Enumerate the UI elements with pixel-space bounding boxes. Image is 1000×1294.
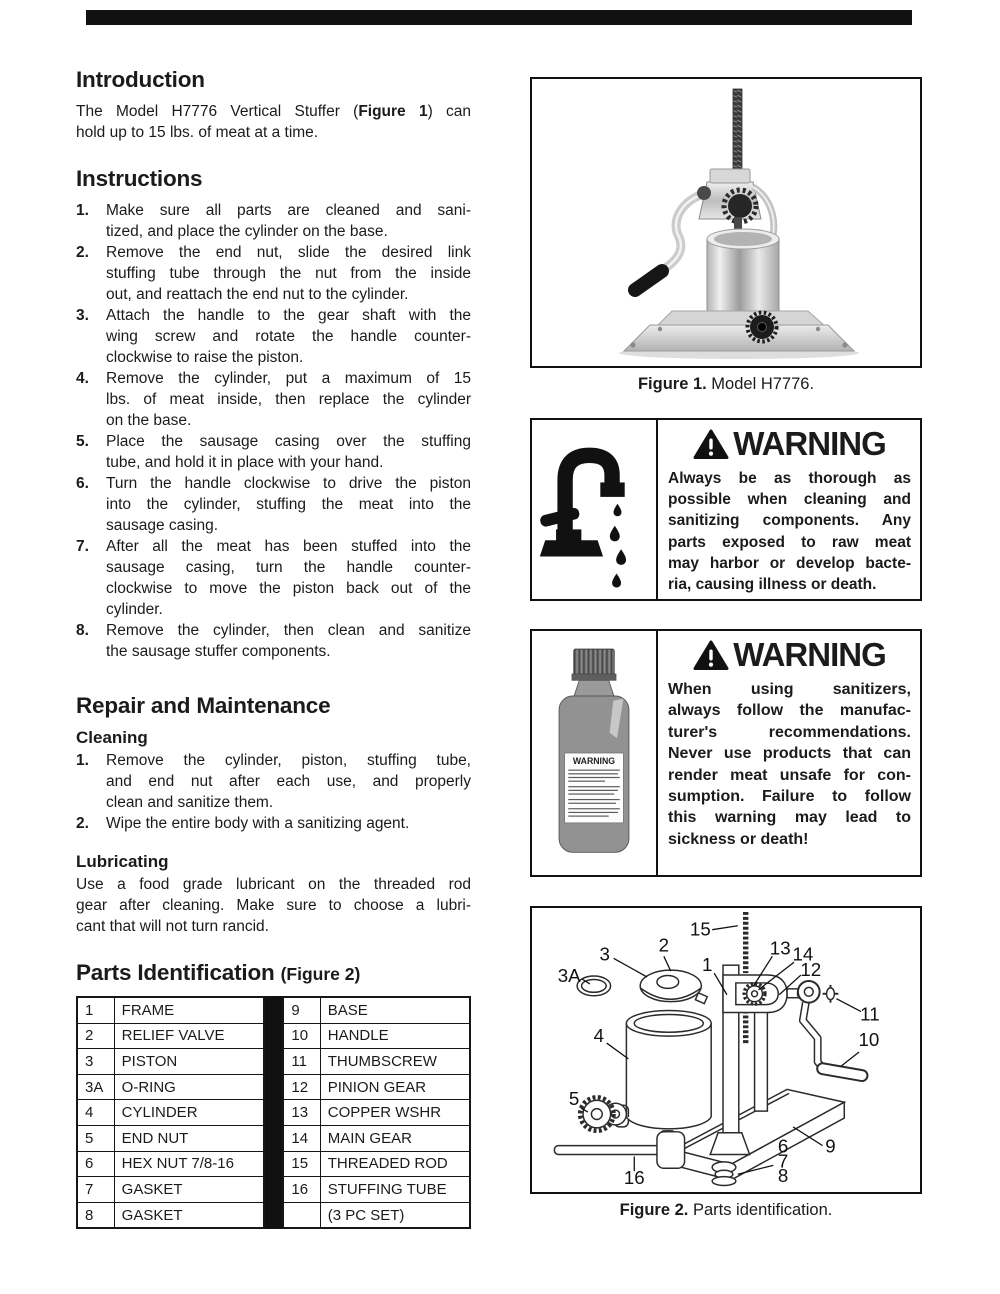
part-number: 1 xyxy=(77,997,114,1023)
warning-box-sanitizer xyxy=(530,629,922,877)
part-number: 12 xyxy=(283,1074,320,1100)
text-line: Place the sausage casing over the stuffing xyxy=(106,433,471,450)
text-line: into the cylinder, stuffing the meat into the xyxy=(106,496,471,513)
figure2-part-label: 10 xyxy=(858,1029,880,1051)
figure2-part-label: 1 xyxy=(702,954,713,976)
part-name: STUFFING TUBE xyxy=(320,1177,470,1203)
part-number: 4 xyxy=(77,1100,114,1126)
text-line: Attach the handle to the gear shaft with the xyxy=(106,307,471,324)
part-number: 9 xyxy=(283,997,320,1023)
text-line: may harbor or develop bacte- xyxy=(668,554,911,572)
label-leader-line xyxy=(664,956,671,971)
parts-row xyxy=(77,997,264,1023)
part-name: THREADED ROD xyxy=(320,1151,470,1177)
cleaning-list xyxy=(76,750,471,834)
stuffer-photo xyxy=(532,79,916,362)
text-line: After all the meat has been stuffed into the xyxy=(106,538,471,555)
figure1-caption: Figure 1. Model H7776. xyxy=(637,375,815,393)
figure2-caption: Figure 2. Parts identification. xyxy=(619,1201,833,1219)
text-line: Make sure all parts are cleaned and sani- xyxy=(106,202,471,219)
part-name: GASKET xyxy=(114,1177,263,1203)
list-item-number: 4. xyxy=(76,370,89,387)
parts-row xyxy=(283,1151,470,1177)
figure2-part-label: 8 xyxy=(777,1165,789,1187)
part-number: 6 xyxy=(77,1151,114,1177)
part-number: 8 xyxy=(77,1202,114,1228)
parts-row xyxy=(283,1074,470,1100)
text-line: clockwise to move the piston back out of the xyxy=(106,580,471,597)
list-item-number: 5. xyxy=(76,433,89,450)
part-number: 7 xyxy=(77,1177,114,1203)
part-name: GASKET xyxy=(114,1202,263,1228)
part-name: (3 PC SET) xyxy=(320,1202,470,1228)
parts-table-right xyxy=(282,996,471,1229)
part-name: HANDLE xyxy=(320,1023,470,1049)
text-line: lbs. of meat inside, then replace the cylinder xyxy=(106,391,471,408)
text-line: possible when cleaning and xyxy=(668,491,911,509)
parts-row xyxy=(283,1125,470,1151)
parts-row xyxy=(283,1177,470,1203)
part-number xyxy=(283,1202,320,1228)
text-line: ria, causing illness or death. xyxy=(668,576,877,594)
text-line: wing screw and rotate the handle counter- xyxy=(106,328,471,345)
label-leader-line xyxy=(614,958,648,977)
text-line: on the base. xyxy=(106,412,192,429)
text-line: hold up to 15 lbs. of meat at a time. xyxy=(76,124,319,141)
text-line: sickness or death! xyxy=(668,830,809,848)
text-line: sanitizing components. Any xyxy=(668,512,911,530)
text-line: Always be as thorough as xyxy=(668,470,911,487)
text-line: The Model H7776 Vertical Stuffer (Figure 1) can xyxy=(76,103,471,120)
intro-heading: Introduction xyxy=(76,67,205,92)
text-line: out, and reattach the end nut to the cylinder. xyxy=(106,286,409,303)
text-line: parts exposed to raw meat xyxy=(668,533,911,551)
figure2-part-label: 14 xyxy=(792,943,814,965)
intro-paragraph xyxy=(76,101,471,143)
figure2-part-label: 6 xyxy=(777,1135,789,1157)
part-number: 3A xyxy=(77,1074,114,1100)
figure2-part-label: 4 xyxy=(593,1025,604,1047)
text-line: tube, and hold it in place with your hand. xyxy=(106,454,384,471)
parts-row xyxy=(283,1100,470,1126)
warning-triangle-icon xyxy=(693,640,729,671)
figure2-part-label: 5 xyxy=(568,1088,580,1110)
part-number: 15 xyxy=(283,1151,320,1177)
text-line: this warning may lead to xyxy=(668,809,911,827)
text-line: render meat unsafe for con- xyxy=(668,766,911,784)
top-rule-bar xyxy=(86,10,912,25)
text-line: clean and sanitize them. xyxy=(106,794,274,811)
list-item-number: 3. xyxy=(76,307,89,324)
list-item xyxy=(76,620,471,662)
parts-heading-figure-ref: (Figure 2) xyxy=(280,964,361,984)
text-line: Remove the cylinder, put a maximum of 15 xyxy=(106,370,471,387)
text-line: the sausage stuffer components. xyxy=(106,643,331,660)
list-item xyxy=(76,431,471,473)
warning-triangle-icon xyxy=(693,429,729,460)
parts-table-divider xyxy=(265,996,283,1229)
list-item xyxy=(76,200,471,242)
figure2-part-label: 2 xyxy=(658,934,670,956)
list-item-number: 7. xyxy=(76,538,89,555)
lubricating-subheading: Lubricating xyxy=(76,852,169,871)
text-line: cylinder. xyxy=(106,601,163,618)
repair-heading: Repair and Maintenance xyxy=(76,693,331,718)
part-name: HEX NUT 7/8-16 xyxy=(114,1151,263,1177)
text-line: Turn the handle clockwise to drive the piston xyxy=(106,475,471,492)
label-leader-line xyxy=(836,999,861,1012)
parts-row xyxy=(283,1202,470,1228)
part-number: 10 xyxy=(283,1023,320,1049)
part-number: 13 xyxy=(283,1100,320,1126)
text-line: and end nut after each use, and properly xyxy=(106,773,471,790)
part-name: BASE xyxy=(320,997,470,1023)
svg-text:WARNING: WARNING xyxy=(572,756,616,767)
list-item-number: 1. xyxy=(76,752,89,769)
figure1-box xyxy=(530,77,922,368)
text-line: sausage casing, turn the handle counter- xyxy=(106,559,471,576)
warning1-text xyxy=(658,420,920,599)
parts-row xyxy=(77,1074,264,1100)
label-leader-line xyxy=(712,926,738,930)
list-item-number: 2. xyxy=(76,815,89,832)
figure2-box xyxy=(530,906,922,1194)
text-line: Never use products that can xyxy=(668,745,911,763)
list-item-number: 1. xyxy=(76,202,89,219)
list-item xyxy=(76,813,471,834)
cleaning-subheading: Cleaning xyxy=(76,728,148,747)
text-line: sumption. Failure to follow xyxy=(668,788,911,806)
text-line: cant that will not turn rancid. xyxy=(76,918,269,935)
part-number: 11 xyxy=(283,1049,320,1075)
part-number: 5 xyxy=(77,1125,114,1151)
figure2-part-label: 16 xyxy=(623,1167,645,1188)
lubricating-paragraph xyxy=(76,874,471,937)
part-name: PISTON xyxy=(114,1049,263,1075)
warning2-text xyxy=(658,631,920,875)
figure2-part-label: 3A xyxy=(557,964,581,986)
part-name: PINION GEAR xyxy=(320,1074,470,1100)
text-line: Remove the end nut, slide the desired link xyxy=(106,244,471,261)
list-item xyxy=(76,242,471,305)
figure2-part-label: 13 xyxy=(769,937,791,959)
figure2-part-label: 3 xyxy=(599,943,610,965)
faucet-icon xyxy=(532,420,658,599)
parts-heading: Parts Identification (Figure 2) xyxy=(76,960,361,985)
parts-table-left xyxy=(76,996,265,1229)
parts-row xyxy=(283,1049,470,1075)
instructions-list xyxy=(76,200,471,662)
text-line: stuffing tube through the nut from the inside xyxy=(106,265,471,282)
parts-row xyxy=(77,1151,264,1177)
left-column xyxy=(76,66,471,1229)
text-line: When using sanitizers, xyxy=(668,681,911,698)
text-line: Remove the cylinder, piston, stuffing tube, xyxy=(106,752,471,769)
warning2-title: WARNING xyxy=(668,638,911,672)
text-line: Wipe the entire body with a sanitizing agent. xyxy=(106,815,410,832)
label-leader-line xyxy=(840,1052,859,1067)
parts-row xyxy=(77,1125,264,1151)
instructions-heading: Instructions xyxy=(76,166,203,191)
figure2-part-label: 11 xyxy=(860,1003,880,1025)
list-item xyxy=(76,536,471,620)
list-item xyxy=(76,368,471,431)
list-item xyxy=(76,305,471,368)
part-number: 14 xyxy=(283,1125,320,1151)
list-item-number: 2. xyxy=(76,244,89,261)
text-line: turer's recommendations. xyxy=(668,723,911,741)
parts-row xyxy=(77,1023,264,1049)
text-line: Use a food grade lubricant on the threaded rod xyxy=(76,876,471,893)
parts-table xyxy=(76,996,471,1229)
figure2-part-label: 15 xyxy=(689,918,711,940)
text-line: sausage casing. xyxy=(106,517,219,534)
part-name: COPPER WSHR xyxy=(320,1100,470,1126)
list-item-number: 6. xyxy=(76,475,89,492)
warning-box-cleaning xyxy=(530,418,922,601)
text-line: tized, and place the cylinder on the base. xyxy=(106,223,388,240)
figure2-part-label: 7 xyxy=(777,1150,789,1172)
figure2-part-label: 12 xyxy=(800,959,822,981)
parts-row xyxy=(283,1023,470,1049)
figure2-part-label: 9 xyxy=(825,1135,836,1157)
label-leader-line xyxy=(607,1043,629,1059)
text-line: Remove the cylinder, then clean and sanitize xyxy=(106,622,471,639)
sanitizer-bottle-icon xyxy=(532,631,658,875)
list-item xyxy=(76,473,471,536)
list-item-number: 8. xyxy=(76,622,89,639)
part-name: FRAME xyxy=(114,997,263,1023)
parts-row xyxy=(77,1202,264,1228)
parts-row xyxy=(77,1100,264,1126)
text-line: always follow the manufac- xyxy=(668,702,911,720)
part-name: CYLINDER xyxy=(114,1100,263,1126)
part-number: 3 xyxy=(77,1049,114,1075)
part-name: O-RING xyxy=(114,1074,263,1100)
part-number: 2 xyxy=(77,1023,114,1049)
part-name: THUMBSCREW xyxy=(320,1049,470,1075)
part-name: END NUT xyxy=(114,1125,263,1151)
list-item xyxy=(76,750,471,813)
warning1-title: WARNING xyxy=(668,427,911,461)
part-name: RELIEF VALVE xyxy=(114,1023,263,1049)
parts-row xyxy=(77,1049,264,1075)
text-line: gear after cleaning. Make sure to choose a lubri- xyxy=(76,897,471,914)
parts-row xyxy=(77,1177,264,1203)
part-number: 16 xyxy=(283,1177,320,1203)
part-name: MAIN GEAR xyxy=(320,1125,470,1151)
parts-diagram xyxy=(532,908,916,1188)
parts-row xyxy=(283,997,470,1023)
text-line: clockwise to raise the piston. xyxy=(106,349,304,366)
